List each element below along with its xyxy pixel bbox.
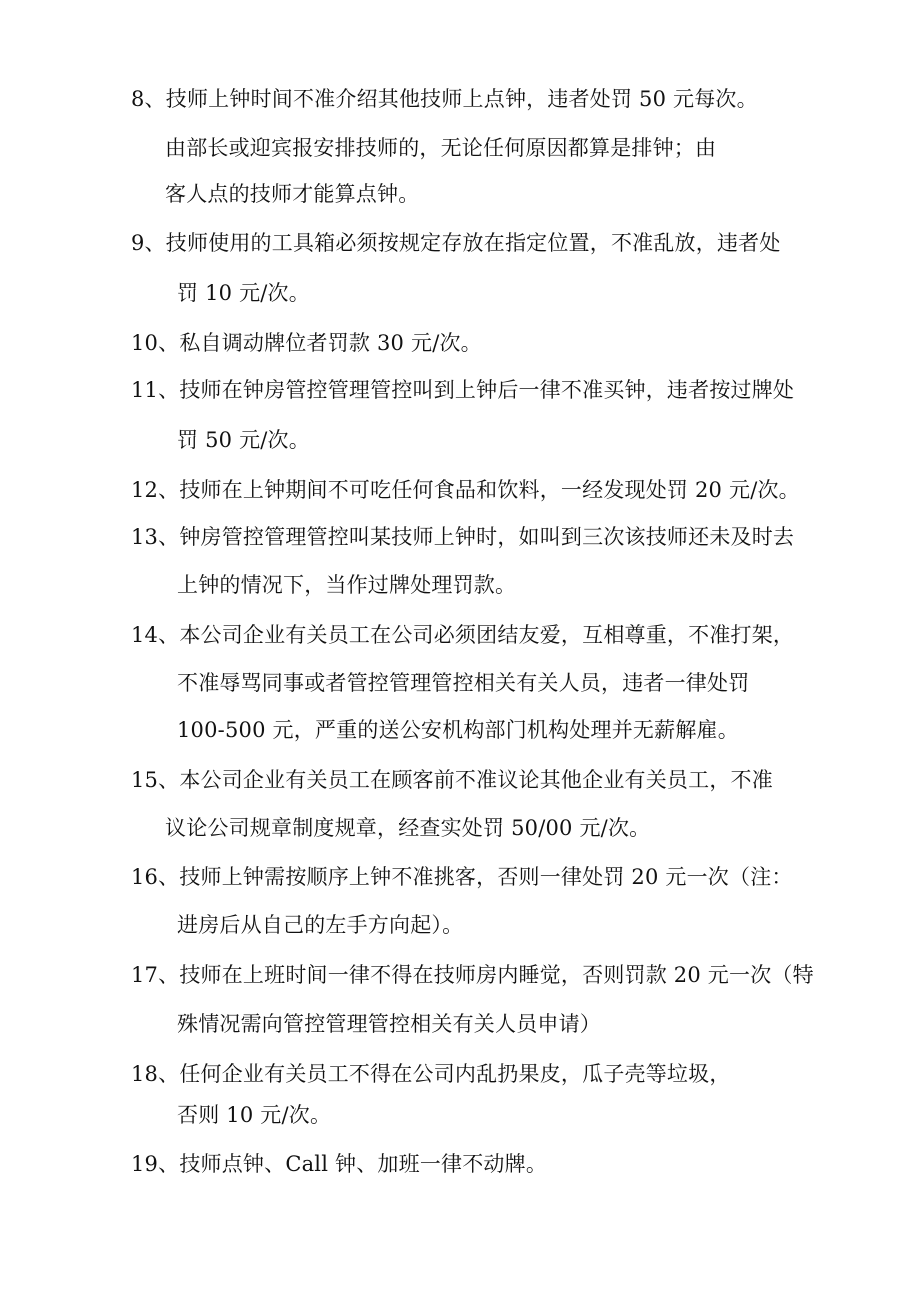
rule-15-line-1: 15、本公司企业有关员工在顾客前不准议论其他企业有关员工，不准: [131, 768, 773, 792]
rule-13-line-1: 13、钟房管控管理管控叫某技师上钟时，如叫到三次该技师还未及时去: [131, 525, 795, 549]
rule-11-line-1: 11、技师在钟房管控管理管控叫到上钟后一律不准买钟，违者按过牌处: [131, 378, 795, 402]
rule-18-line-2: 否则 10 元/次。: [177, 1103, 332, 1127]
rule-17-line-2: 殊情况需向管控管理管控相关有关人员申请）: [177, 1012, 601, 1036]
rule-12-line-1: 12、技师在上钟期间不可吃任何食品和饮料，一经发现处罚 20 元/次。: [131, 478, 800, 502]
rule-10-line-1: 10、私自调动牌位者罚款 30 元/次。: [131, 331, 482, 355]
rule-14-line-3: 100-500 元，严重的送公安机构部门机构处理并无薪解雇。: [177, 718, 739, 742]
rule-18-line-1: 18、任何企业有关员工不得在公司内乱扔果皮，瓜子壳等垃圾，: [131, 1062, 731, 1086]
rule-8-line-1: 8、技师上钟时间不准介绍其他技师上点钟，违者处罚 50 元每次。: [131, 87, 758, 111]
rule-19-line-1: 19、技师点钟、Call 钟、加班一律不动牌。: [131, 1152, 548, 1176]
rule-8-line-2: 由部长或迎宾报安排技师的，无论任何原因都算是排钟；由: [165, 136, 717, 160]
rule-8-line-3: 客人点的技师才能算点钟。: [165, 182, 420, 206]
rule-9-line-2: 罚 10 元/次。: [177, 281, 310, 305]
rule-17-line-1: 17、技师在上班时间一律不得在技师房内睡觉，否则罚款 20 元一次（特: [131, 963, 814, 987]
rule-16-line-2: 进房后从自己的左手方向起）。: [177, 913, 464, 937]
rule-15-line-2: 议论公司规章制度规章，经查实处罚 50/00 元/次。: [165, 816, 651, 840]
rule-16-line-1: 16、技师上钟需按顺序上钟不准挑客，否则一律处罚 20 元一次（注：: [131, 865, 793, 889]
rule-14-line-1: 14、本公司企业有关员工在公司必须团结友爱，互相尊重，不准打架，: [131, 623, 795, 647]
rule-11-line-2: 罚 50 元/次。: [177, 428, 310, 452]
rule-13-line-2: 上钟的情况下，当作过牌处理罚款。: [177, 573, 517, 597]
rule-14-line-2: 不准辱骂同事或者管控管理管控相关有关人员，违者一律处罚: [177, 671, 750, 695]
rule-9-line-1: 9、技师使用的工具箱必须按规定存放在指定位置，不准乱放，违者处: [131, 231, 781, 255]
